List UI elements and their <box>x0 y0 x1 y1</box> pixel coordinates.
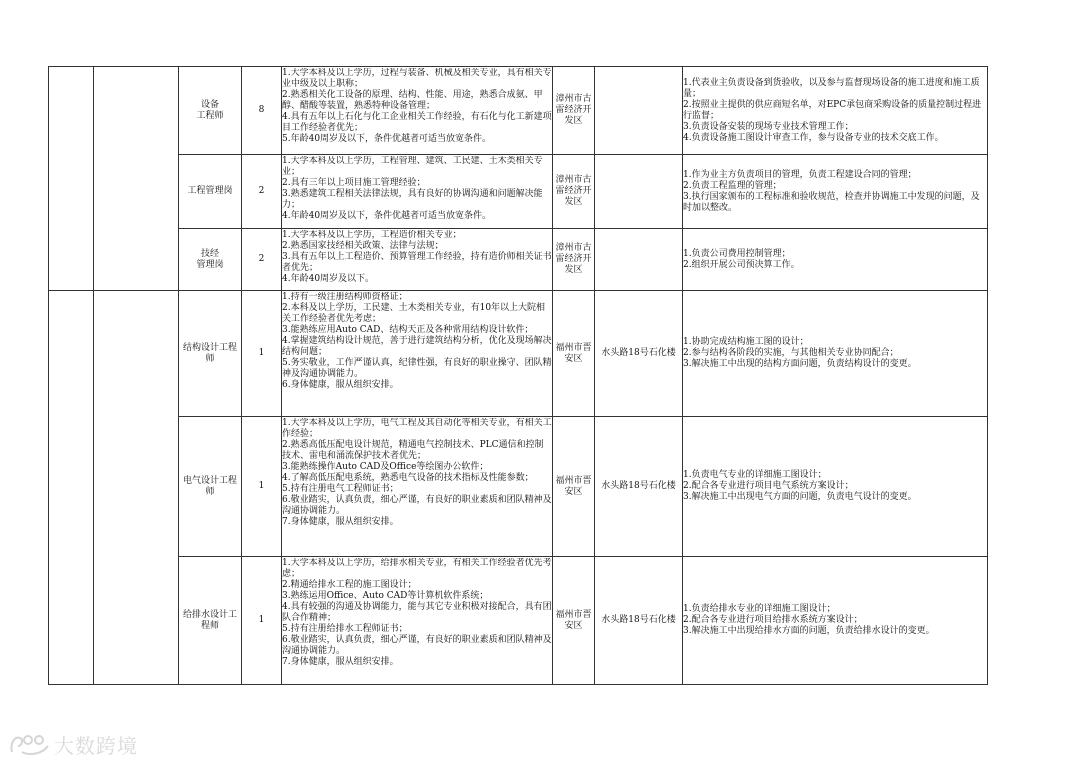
duties-cell <box>683 291 988 417</box>
headcount: 1 <box>242 291 282 417</box>
work-address <box>595 229 683 291</box>
duty-item: 1.代表业主负责设备到货验收，以及参与监督现场设备的施工进度和施工质量； <box>683 77 980 99</box>
watermark-text: 大数跨境 <box>54 733 138 758</box>
duty-item: 2.负责工程监理的管理； <box>683 180 782 191</box>
requirement-item: 4.年龄40周岁及以下。 <box>282 273 375 284</box>
duty-item: 2.配合各专业进行项目给排水系统方案设计； <box>683 615 863 625</box>
position-title: 技经 管理岗 <box>179 229 242 291</box>
requirement-item: 1.大学本科及以上学历，电气工程及其自动化等相关专业，有相关工作经验； <box>282 417 552 439</box>
work-address <box>595 67 683 155</box>
requirement-item: 6.敬业踏实，认真负责，细心严谨，有良好的职业素质和团队精神及沟通协调能力。 <box>282 494 552 516</box>
work-address: 水头路18号石化楼 <box>595 417 683 557</box>
requirement-item: 1.大学本科及以上学历，工程造价相关专业； <box>282 229 462 240</box>
duty-item: 4.负责设备施工图设计审查工作，参与设备专业的技术交底工作。 <box>683 132 944 143</box>
requirement-item: 4.了解高低压配电系统，熟悉电气设备的技术指标及性能参数； <box>282 472 534 483</box>
group-cell-a <box>49 67 94 291</box>
job-table <box>48 66 988 685</box>
duty-item: 3.执行国家颁布的工程标准和验收规范，检查并协调施工中发现的问题，及时加以整改。 <box>683 191 980 213</box>
requirement-item: 3.具有五年以上工程造价、预算管理工作经验，持有造价师相关证书者优先； <box>282 251 552 273</box>
work-address <box>595 155 683 229</box>
requirement-item: 4.具有较强的沟通及协调能力，能与其它专业积极对接配合，具有团队合作精神； <box>282 601 552 623</box>
requirement-item: 4.具有五年以上石化与化工企业相关工作经验，有石化与化工新建项目工作经验者优先； <box>282 111 552 133</box>
requirement-item: 2.熟悉国家技经相关政策、法律与法规； <box>282 240 444 251</box>
duty-item: 1.负责公司费用控制管理； <box>683 248 791 259</box>
position-title: 工程管理岗 <box>179 155 242 229</box>
requirement-item: 5.年龄40周岁及以下，条件优越者可适当放宽条件。 <box>282 133 492 144</box>
headcount: 2 <box>242 155 282 229</box>
duty-item: 2.按照业主提供的供应商短名单，对EPC承包商采购设备的质量控制过程进行监督； <box>683 99 982 121</box>
table-bottom-rule <box>48 684 226 685</box>
work-location: 漳州市古雷经济开发区 <box>553 67 595 155</box>
group-cell-b <box>94 67 179 291</box>
duty-item: 1.协助完成结构施工图的设计； <box>683 337 809 347</box>
duty-item: 3.解决施工中出现的结构方面问题，负责结构设计的变更。 <box>683 359 917 369</box>
table-row <box>49 417 988 557</box>
requirement-item: 1.大学本科及以上学历，给排水相关专业，有相关工作经验者优先考虑； <box>282 557 552 579</box>
table-row <box>49 291 988 417</box>
group-cell-b <box>94 291 179 685</box>
requirement-item: 1.大学本科及以上学历，工程管理、建筑、工民建、土木类相关专业； <box>282 155 543 177</box>
requirement-item: 6.身体健康，服从组织安排。 <box>282 379 399 390</box>
requirement-item: 2.具有三年以上项目施工管理经验； <box>282 177 426 188</box>
requirement-item: 3.熟悉建筑工程相关法律法规，具有良好的协调沟通和问题解决能力； <box>282 188 543 210</box>
duty-item: 3.负责设备安装的现场专业技术管理工作； <box>683 121 854 132</box>
duties-cell <box>683 417 988 557</box>
requirements-cell <box>282 291 553 417</box>
requirement-item: 5.持有注册给排水工程师证书； <box>282 623 408 634</box>
duty-item: 3.解决施工中出现给排水方面的问题，负责给排水设计的变更。 <box>683 626 935 636</box>
duties-cell <box>683 155 988 229</box>
position-title: 给排水设计工程师 <box>179 557 242 685</box>
requirement-item: 2.熟悉高低压配电设计规范，精通电气控制技术、PLC通信和控制技术、雷电和涌流保护技术者优先； <box>282 439 544 461</box>
duty-item: 1.负责给排水专业的详细施工图设计； <box>683 604 836 614</box>
requirement-item: 1.持有一级注册结构师资格证； <box>282 291 408 302</box>
duty-item: 2.配合各专业进行项目电气系统方案设计； <box>683 481 854 491</box>
requirement-item: 7.身体健康，服从组织安排。 <box>282 516 399 527</box>
table-row <box>49 67 988 155</box>
requirements-cell <box>282 417 553 557</box>
duty-item: 1.作为业主方负责项目的管理，负责工程建设合同的管理； <box>683 169 917 180</box>
requirement-item: 1.大学本科及以上学历，过程与装备、机械及相关专业，具有相关专业中级及以上职称； <box>282 67 552 89</box>
requirements-cell <box>282 155 553 229</box>
table-row <box>49 155 988 229</box>
brand-logo-icon <box>8 730 52 758</box>
requirement-item: 7.身体健康，服从组织安排。 <box>282 656 399 667</box>
requirement-item: 3.能熟练应用Auto CAD、结构天正及各种常用结构设计软件； <box>282 324 534 335</box>
requirement-item: 6.敬业踏实，认真负责，细心严谨，有良好的职业素质和团队精神及沟通协调能力。 <box>282 634 552 656</box>
work-location: 福州市晋安区 <box>553 291 595 417</box>
work-address: 水头路18号石化楼 <box>595 291 683 417</box>
requirement-item: 5.持有注册电气工程师证书； <box>282 483 399 494</box>
work-location: 漳州市古雷经济开发区 <box>553 229 595 291</box>
requirement-item: 2.本科及以上学历，工民建、土木类相关专业，有10年以上大院相关工作经验者优先考虑； <box>282 302 546 324</box>
requirement-item: 2.熟悉相关化工设备的原理、结构、性能、用途，熟悉合成氨、甲醇、醋酸等装置，熟悉特种设备管理； <box>282 89 543 111</box>
headcount: 1 <box>242 557 282 685</box>
requirements-cell <box>282 67 553 155</box>
duties-cell <box>683 229 988 291</box>
headcount: 2 <box>242 229 282 291</box>
requirement-item: 4.年龄40周岁及以下，条件优越者可适当放宽条件。 <box>282 210 492 221</box>
watermark <box>8 728 138 760</box>
requirement-item: 2.精通给排水工程的施工图设计； <box>282 579 417 590</box>
work-location: 漳州市古雷经济开发区 <box>553 155 595 229</box>
job-table-sheet <box>48 66 987 685</box>
duties-cell <box>683 557 988 685</box>
position-title: 结构设计工程师 <box>179 291 242 417</box>
group-cell-a <box>49 291 94 685</box>
headcount: 8 <box>242 67 282 155</box>
duty-item: 2.参与结构各阶段的实施，与其他相关专业协同配合； <box>683 348 899 358</box>
duties-cell <box>683 67 988 155</box>
requirement-item: 3.能熟练操作Auto CAD及Office等绘图办公软件； <box>282 461 489 472</box>
requirement-item: 4.掌握建筑结构设计规范，善于进行建筑结构分析，优化及现场解决结构问题； <box>282 335 552 357</box>
duty-item: 1.负责电气专业的详细施工图设计； <box>683 470 827 480</box>
work-location: 福州市晋安区 <box>553 417 595 557</box>
duty-item: 2.组织开展公司预决算工作。 <box>683 259 800 270</box>
requirements-cell <box>282 557 553 685</box>
duty-item: 3.解决施工中出现电气方面的问题，负责电气设计的变更。 <box>683 492 917 502</box>
table-row <box>49 557 988 685</box>
requirement-item: 3.熟练运用Office、Auto CAD等计算机软件系统； <box>282 590 489 601</box>
work-address: 水头路18号石化楼 <box>595 557 683 685</box>
requirement-item: 5.务实敬业，工作严谨认真，纪律性强，有良好的职业操守、团队精神及沟通协调能力。 <box>282 357 552 379</box>
table-row <box>49 229 988 291</box>
requirements-cell <box>282 229 553 291</box>
position-title: 设备 工程师 <box>179 67 242 155</box>
position-title: 电气设计工程师 <box>179 417 242 557</box>
headcount: 1 <box>242 417 282 557</box>
work-location: 福州市晋安区 <box>553 557 595 685</box>
